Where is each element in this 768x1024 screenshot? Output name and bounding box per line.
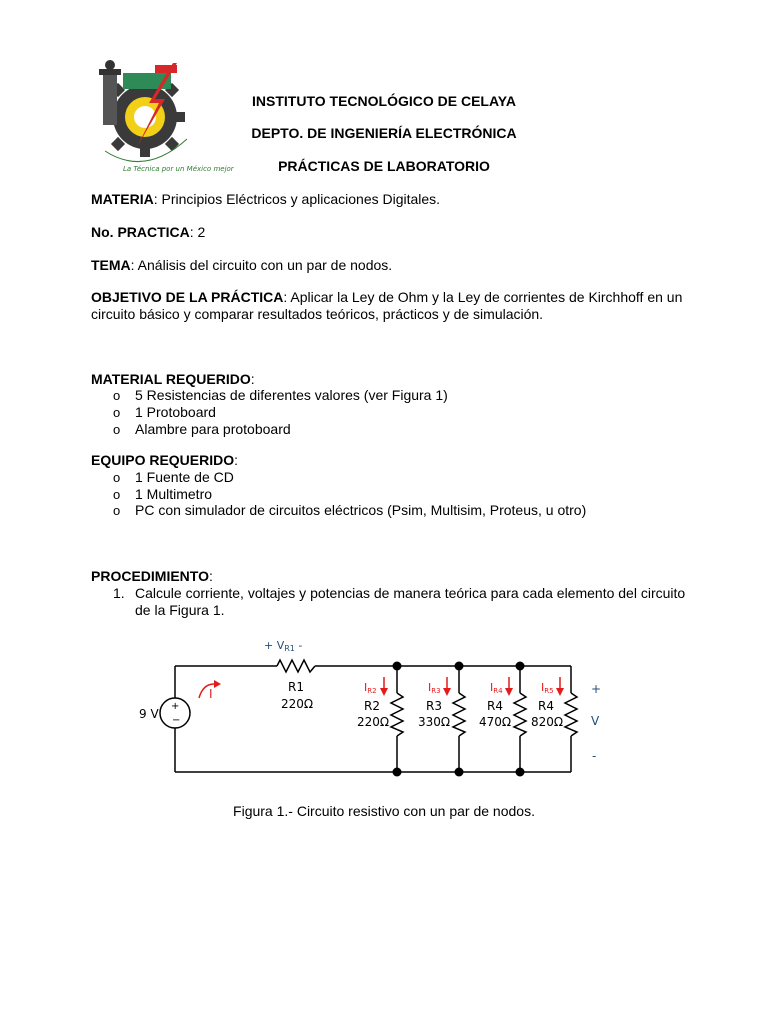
bullet-icon: o bbox=[113, 388, 121, 403]
materia-value: : Principios Eléctricos y aplicaciones Digitales. bbox=[153, 191, 441, 207]
equipo-item: PC con simulador de circuitos eléctricos (Psim, Multisim, Proteus, u otro) bbox=[135, 502, 587, 518]
vr1-sub: R1 bbox=[284, 644, 295, 653]
bullet-icon: o bbox=[113, 487, 121, 502]
branch-resistor-name: R4 bbox=[487, 699, 503, 713]
bullet-icon: o bbox=[113, 405, 121, 420]
material-item: 5 Resistencias de diferentes valores (ver Figura 1) bbox=[135, 387, 448, 403]
department-title: DEPTO. DE INGENIERÍA ELECTRÓNICA bbox=[251, 125, 517, 141]
node-dot bbox=[516, 768, 525, 777]
step-number: 1. bbox=[113, 585, 125, 601]
equipo-label: EQUIPO REQUERIDO bbox=[91, 452, 235, 468]
branch-resistor-name: R2 bbox=[364, 699, 380, 713]
objetivo-line-2: circuito básico y comparar resultados teóricos, prácticos y de simulación. bbox=[91, 306, 544, 322]
source-minus-sign: − bbox=[172, 715, 181, 726]
node-dot bbox=[516, 662, 525, 671]
vr1-label bbox=[264, 639, 302, 653]
tema-label: TEMA bbox=[91, 257, 131, 273]
node-dot bbox=[393, 768, 402, 777]
institute-logo bbox=[93, 55, 234, 175]
materia-line bbox=[91, 191, 691, 208]
objetivo-value: : Aplicar la Ley de Ohm y la Ley de corrientes de Kirchhoff en un bbox=[283, 289, 683, 305]
equipo-heading bbox=[91, 452, 691, 469]
node-dot bbox=[455, 768, 464, 777]
figure-caption: Figura 1.- Circuito resistivo con un par de nodos. bbox=[233, 803, 535, 819]
branch-current-label: IR4 bbox=[490, 681, 503, 695]
current-arrowhead-icon bbox=[214, 680, 221, 688]
step-text: Calcule corriente, voltajes y potencias de manera teórica para cada elemento del circuito bbox=[135, 585, 686, 601]
branch-current-label: IR3 bbox=[428, 681, 441, 695]
current-label: I bbox=[209, 687, 213, 701]
objetivo-line bbox=[91, 289, 691, 306]
objetivo-label: OBJETIVO DE LA PRÁCTICA bbox=[91, 289, 284, 305]
r1-value: 220Ω bbox=[281, 697, 314, 711]
branch-resistor-value: 220Ω bbox=[357, 715, 390, 729]
node-dot bbox=[455, 662, 464, 671]
branch-current-label: IR2 bbox=[364, 681, 377, 695]
tema-value: : Análisis del circuito con un par de nodos. bbox=[130, 257, 393, 273]
bullet-icon: o bbox=[113, 470, 121, 485]
material-item: Alambre para protoboard bbox=[135, 421, 291, 437]
vr1-minus: - bbox=[294, 639, 303, 652]
material-label: MATERIAL REQUERIDO bbox=[91, 371, 251, 387]
procedimiento-heading bbox=[91, 568, 691, 585]
equipo-colon: : bbox=[234, 452, 239, 468]
v-plus-label: + bbox=[591, 682, 602, 696]
materia-label: MATERIA bbox=[91, 191, 154, 207]
practica-value: : 2 bbox=[189, 224, 206, 240]
branch-resistor-name: R4 bbox=[538, 699, 554, 713]
tema-line bbox=[91, 257, 691, 274]
practica-line bbox=[91, 224, 691, 241]
bullet-icon: o bbox=[113, 503, 121, 518]
branch-current-arrows bbox=[380, 677, 564, 696]
branch-current-label: IR5 bbox=[541, 681, 554, 695]
branch-resistor-name: R3 bbox=[426, 699, 442, 713]
step-text-continued: de la Figura 1. bbox=[135, 602, 225, 618]
branch-resistor-value: 330Ω bbox=[418, 715, 451, 729]
branch-resistor-value: 470Ω bbox=[479, 715, 512, 729]
practices-title: PRÁCTICAS DE LABORATORIO bbox=[278, 158, 490, 174]
material-colon: : bbox=[250, 371, 255, 387]
vr1-plus: + V bbox=[264, 639, 285, 652]
institute-title: INSTITUTO TECNOLÓGICO DE CELAYA bbox=[252, 93, 516, 109]
procedimiento-colon: : bbox=[208, 568, 213, 584]
source-label: 9 V bbox=[139, 707, 159, 721]
r1-name: R1 bbox=[288, 680, 304, 694]
branch-resistor-value: 820Ω bbox=[531, 715, 564, 729]
node-dot bbox=[393, 662, 402, 671]
procedimiento-label: PROCEDIMIENTO bbox=[91, 568, 209, 584]
bullet-icon: o bbox=[113, 422, 121, 437]
v-label: V bbox=[591, 714, 600, 728]
practica-label: No. PRACTICA bbox=[91, 224, 190, 240]
material-item: 1 Protoboard bbox=[135, 404, 216, 420]
v-minus-label: - bbox=[592, 749, 597, 763]
logo-motto: La Técnica por un México mejor bbox=[123, 165, 234, 173]
circuit-diagram bbox=[0, 630, 768, 790]
material-heading bbox=[91, 371, 691, 388]
equipo-item: 1 Fuente de CD bbox=[135, 469, 234, 485]
equipo-item: 1 Multimetro bbox=[135, 486, 213, 502]
source-plus-sign: + bbox=[171, 701, 180, 712]
